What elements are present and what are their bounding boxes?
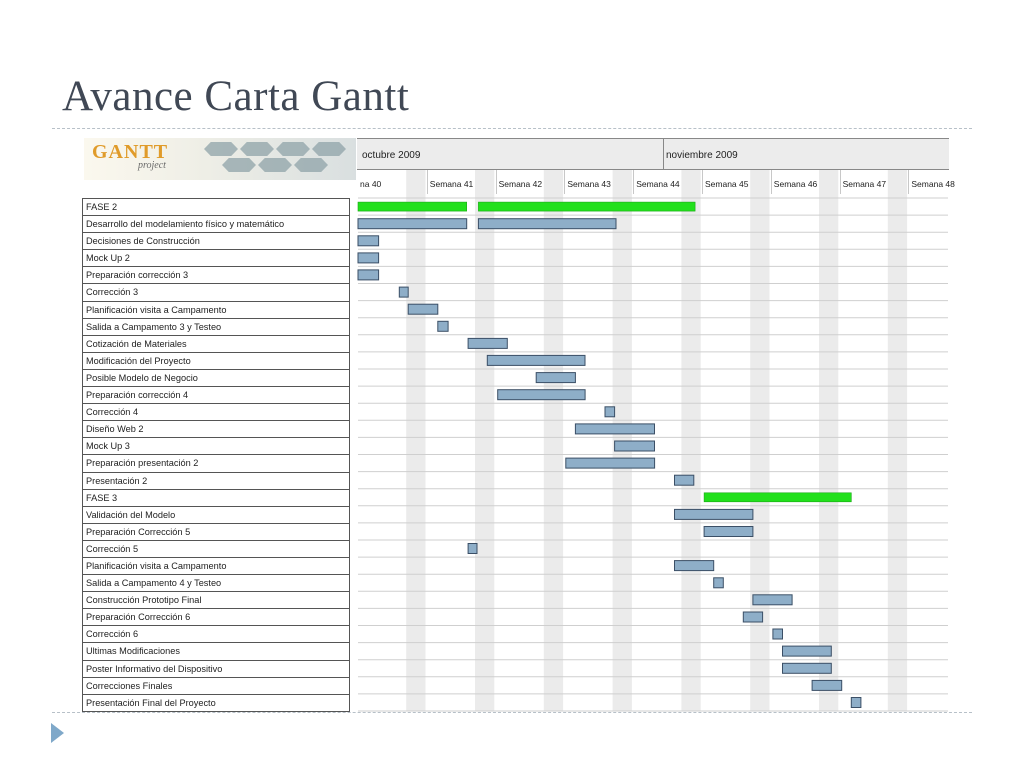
task-name: Salida a Campamento 3 y Testeo: [83, 319, 349, 336]
task-bar: [783, 646, 832, 656]
month-label: octubre 2009: [362, 150, 421, 161]
logo-word: GANTT: [92, 141, 169, 163]
task-bar: [812, 680, 842, 690]
week-label: na 40: [360, 179, 382, 189]
week-label: Semana 43: [567, 179, 611, 189]
task-bar: [468, 338, 507, 348]
slide-title: Avance Carta Gantt: [62, 73, 410, 120]
phase-bar: [478, 202, 695, 211]
task-bar: [358, 219, 467, 229]
week-label: Semana 48: [911, 179, 955, 189]
task-name: Corrección 3: [83, 284, 349, 301]
task-bar: [438, 321, 448, 331]
task-bar: [478, 219, 616, 229]
task-bar: [408, 304, 438, 314]
task-name: Ultimas Modificaciones: [83, 643, 349, 660]
phase-bar: [704, 493, 851, 502]
next-arrow-icon[interactable]: [51, 723, 64, 743]
task-name: Corrección 6: [83, 626, 349, 643]
task-bar: [468, 544, 477, 554]
task-name: Validación del Modelo: [83, 507, 349, 524]
weekend-column: [819, 170, 838, 711]
task-bar: [536, 373, 575, 383]
task-bar: [487, 355, 585, 365]
week-label: Semana 44: [636, 179, 680, 189]
task-name: FASE 3: [83, 490, 349, 507]
task-name: Preparación presentación 2: [83, 455, 349, 472]
weekend-column: [750, 170, 769, 711]
phase-bar: [358, 202, 467, 211]
task-bar: [358, 253, 379, 263]
weekend-column: [888, 170, 907, 711]
task-bar: [498, 390, 585, 400]
task-name: Planificación visita a Campamento: [83, 302, 349, 319]
task-bar: [566, 458, 655, 468]
month-label: noviembre 2009: [666, 150, 738, 161]
logo-subtitle: project: [138, 160, 166, 171]
week-label: Semana 45: [705, 179, 749, 189]
task-bar: [605, 407, 615, 417]
task-bar: [773, 629, 783, 639]
task-name: Salida a Campamento 4 y Testeo: [83, 575, 349, 592]
week-label: Semana 42: [498, 179, 543, 189]
task-name: Preparación Corrección 5: [83, 524, 349, 541]
task-name: Preparación corrección 4: [83, 387, 349, 404]
task-bar: [851, 698, 861, 708]
task-bar: [615, 441, 655, 451]
bottom-divider: [52, 712, 972, 713]
weekend-column: [475, 170, 494, 711]
weekend-column: [406, 170, 425, 711]
task-bar: [743, 612, 762, 622]
task-bar: [753, 595, 792, 605]
task-name: Preparación corrección 3: [83, 267, 349, 284]
task-name: Mock Up 3: [83, 438, 349, 455]
task-name: FASE 2: [83, 199, 349, 216]
weekend-column: [544, 170, 563, 711]
task-bar: [783, 663, 832, 673]
task-bar: [358, 236, 379, 246]
task-name: Mock Up 2: [83, 250, 349, 267]
task-bar: [358, 270, 379, 280]
task-name: Correcciones Finales: [83, 678, 349, 695]
task-name: Corrección 5: [83, 541, 349, 558]
task-bar: [714, 578, 724, 588]
task-name: Corrección 4: [83, 404, 349, 421]
task-bar: [704, 527, 753, 537]
task-name: Decisiones de Construcción: [83, 233, 349, 250]
task-name: Posible Modelo de Negocio: [83, 370, 349, 387]
task-name: Diseño Web 2: [83, 421, 349, 438]
task-bar: [675, 509, 753, 519]
task-name: Desarrollo del modelamiento físico y matemático: [83, 216, 349, 233]
task-bar: [675, 561, 714, 571]
task-name: Planificación visita a Campamento: [83, 558, 349, 575]
weekend-column: [681, 170, 700, 711]
week-label: Semana 41: [429, 179, 474, 189]
task-name: Preparación Corrección 6: [83, 609, 349, 626]
task-bar: [399, 287, 408, 297]
week-label: Semana 47: [842, 179, 887, 189]
task-name: Modificación del Proyecto: [83, 353, 349, 370]
task-name: Presentación 2: [83, 473, 349, 490]
task-bar: [675, 475, 694, 485]
task-name: Poster Informativo del Dispositivo: [83, 661, 349, 678]
task-name: Cotización de Materiales: [83, 336, 349, 353]
task-bar: [575, 424, 654, 434]
week-label: Semana 46: [773, 179, 818, 189]
task-name: Construcción Prototipo Final: [83, 592, 349, 609]
task-name: Presentación Final del Proyecto: [83, 695, 349, 712]
